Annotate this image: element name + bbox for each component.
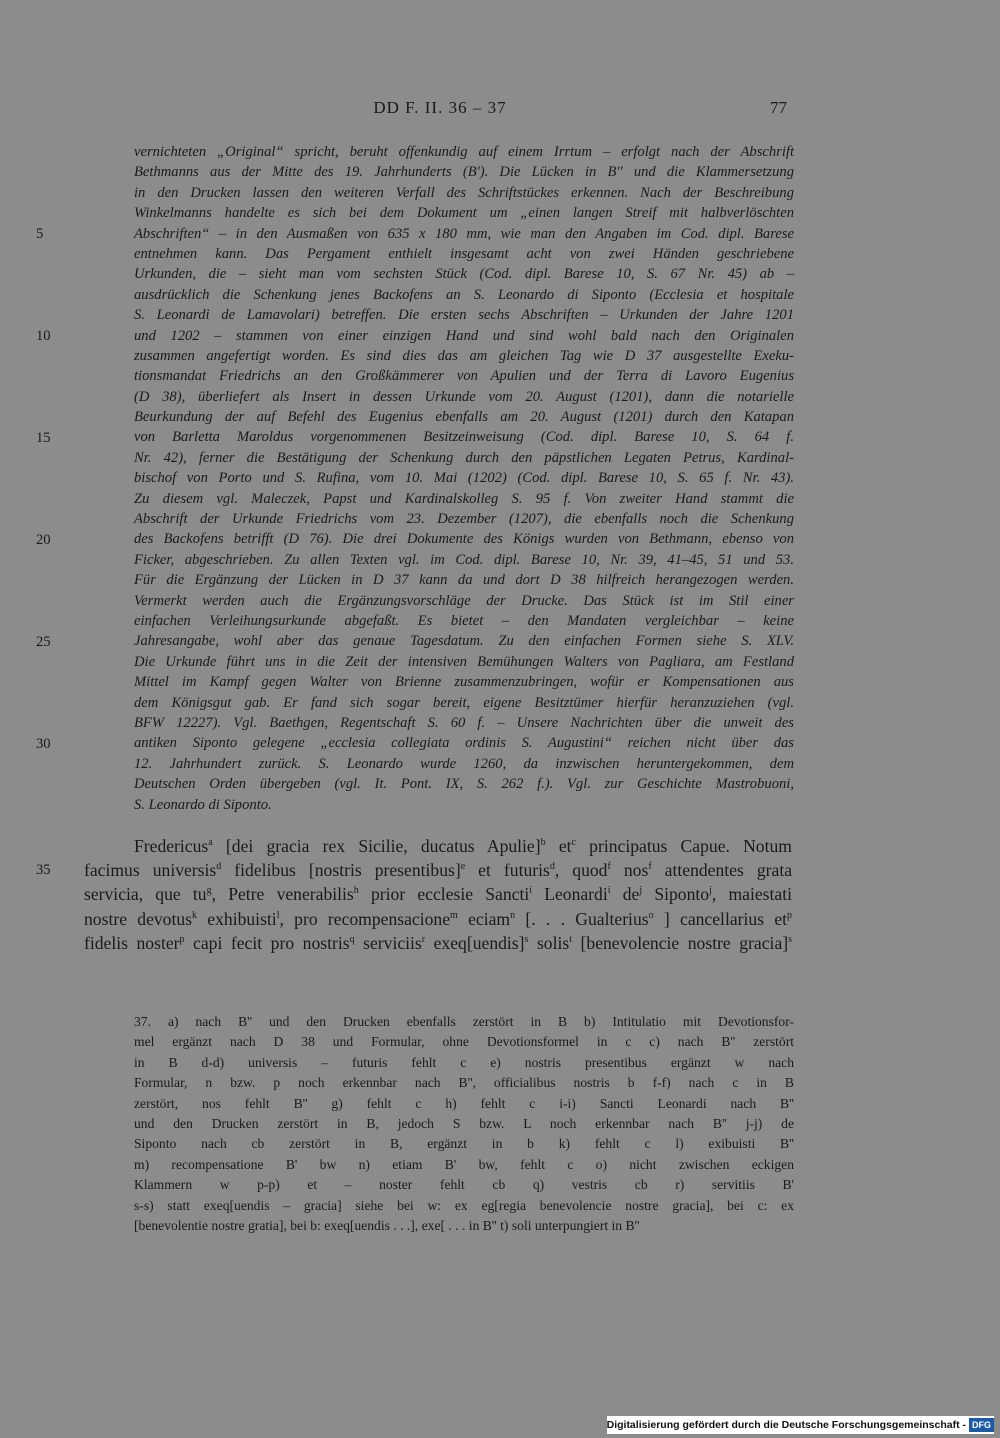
commentary-line: Nr. 42), ferner die Bestätigung der Schenkung durch den päpstlichen Legaten Petrus, Kardinal- [134,449,794,466]
commentary-line: Die Urkunde führt uns in die Zeit der intensiven Bemühungen Walters von Pagliara, am Festland [134,653,794,670]
footnote-marker: f [648,861,652,873]
footnote-marker: i [529,885,533,897]
commentary-line: Winkelmanns handelte es sich bei dem Dokument um „einen langen Streif mit halbverlöschten [134,205,794,222]
footnote-line: m) recompensatione B' bw n) etiam B' bw, fehlt c o) nicht zwischen eckigen [134,1156,794,1172]
footnote-marker: g [206,885,212,897]
commentary-line: BFW 12227). Vgl. Baethgen, Regentschaft S. 60 f. – Unsere Nachrichten über die unweit des [134,714,794,731]
footnote-marker: t [569,933,573,945]
line-number: 15 [36,429,51,446]
charter-line: Fredericus$^a$ [dei gracia rex Sicilie, ducatus Apulie]$^b$ $et^c$ principatus Capue. Notum [134,836,792,856]
footnote-marker: a [208,837,213,848]
commentary-line: Bethmanns aus der Mitte des 19. Jahrhunderts (B'). Die Lücken in B'' und die Klammersetzung [134,164,794,181]
commentary-line: entnehmen kann. Das Pergament enthielt insgesamt acht von zwei Händen geschriebene [134,245,794,262]
commentary-line: von Barletta Maroldus vorgenommenen Besitzeinweisung (Cod. dipl. Barese 10, S. 64 f. [134,429,794,446]
commentary-line: ausdrücklich die Schenkung jenes Backofens an S. Leonardo di Siponto (Ecclesia et hospitale [134,286,794,303]
footnote-line: s-s) statt exeq[uendis – gracia] siehe bei w: ex eg[regia benevolencie nostre gracia], bei c: ex [134,1197,794,1213]
commentary-line: Urkunden, die – sieht man vom sechsten Stück (Cod. dipl. Barese 10, S. 67 Nr. 45) ab – [134,266,794,283]
commentary-line: und 1202 – stammen von einer einzigen Hand und sind wohl bald nach den Originalen [134,327,794,344]
line-number: 5 [36,225,44,242]
footnotes-block [134,1012,794,1236]
footnote-marker: p [179,933,185,945]
commentary-line: Zu diesem vgl. Maleczek, Papst und Kardinalskolleg S. 95 f. Von zweiter Hand stammt die [134,490,794,507]
commentary-line: Jahresangabe, wohl aber das genaue Tagesdatum. Zu den einfachen Formen siehe S. XLV. [134,633,794,650]
line-number: 10 [36,327,51,344]
charter-line: nostre devotus$^k$ exhibuisti$^l$, pro recompensacione$^m$ eciam$^n$ [. . . Gualterius$^o$ ] cancellarius $et^p$ [84,908,793,929]
commentary-line: (D 38), überliefert als Insert in dessen Urkunde vom 20. August (1201), dann die notarielle [134,388,794,405]
footnote-line: Klammern w p-p) et – noster fehlt cb q) vestris cb r) servitiis B' [134,1177,794,1193]
line-number: 20 [36,531,51,548]
commentary-line: vernichteten „Original“ spricht, beruht offenkundig auf einem Irrtum – erfolgt nach der Abschrift [134,144,794,160]
footnote-line: Siponto nach cb zerstört in B, ergänzt in b k) fehlt c l) exibuisti B'' [134,1136,794,1152]
commentary-line: antiken Siponto gelegene „ecclesia collegiata ordinis S. Augustini“ reichen nicht über das [134,735,794,752]
footnote-line: 37. a) nach B'' und den Drucken ebenfalls zerstört in B b) Intitulatio mit Devotionsfor- [134,1014,794,1029]
footnote-marker: c [571,837,576,848]
footnote-marker: h [353,885,359,897]
footnote-marker: r [421,933,426,945]
commentary-line: des Backofens betrifft (D 76). Die drei Dokumente des Königs wurden von Bethmann, ebenso von [134,531,794,548]
footnote-marker: p [787,909,793,921]
commentary-line: Mittel im Kampf gegen Walter von Brienne zusammenzubringen, wofür er Kompensationen aus [134,674,794,691]
dfg-logo: DFG [969,1418,994,1432]
commentary-line: zusammen angefertigt worden. Es sind dies das am gleichen Tag wie D 37 ausgestellte Exeku- [134,347,794,364]
commentary-line: 12. Jahrhundert zurück. S. Leonardo wurde 1260, da inzwischen heruntergekommen, dem [134,755,794,772]
commentary-block [134,142,794,815]
commentary-line: Abschriften“ – in den Ausmaßen von 635 x 180 mm, wie man den Angaben im Cod. dipl. Barese [134,225,794,242]
footnote-marker: q [349,933,355,945]
footnote-marker: d [549,861,555,873]
commentary-line: tionsmandat Friedrichs an den Großkämmerer von Apulien und der Terra di Lavoro Eugenius [134,368,794,385]
footnote-marker: b [540,837,546,848]
commentary-line: Beurkundung der auf Befehl des Eugenius ebenfalls am 20. August (1201) durch den Katapan [134,409,794,426]
footnote-marker: e [460,861,466,873]
funding-text: Digitalisierung gefördert durch die Deutsche Forschungsgemeinschaft - [606,1419,966,1431]
commentary-line: Vermerkt werden auch die Ergänzungsvorschläge der Drucke. Das Stück ist im Stil einer [134,592,794,609]
line-number: 35 [36,862,51,879]
footnote-marker: l [276,909,280,921]
commentary-line: Abschrift der Urkunde Friedrichs vom 23. Dezember (1207), die ebenfalls noch die Schenkung [134,511,794,528]
charter-line: servicia, que $tu^g$, Petre venerabilis$^h$ prior ecclesie Sancti$^i$ Leonardi$^i$ $de^j$ Siponto$^j$, maiestati [84,884,792,905]
footnote-marker: o [648,909,654,921]
footnote-marker: n [510,909,516,921]
footnote-marker: s [524,933,529,945]
commentary-line: einfachen Verleihungsurkunde abgefaßt. Es bietet – den Mandaten vergleichbar – keine [134,612,794,629]
footnote-line: Formular, n bzw. p noch erkennbar nach B'', officialibus nostris b f-f) nach c in B [134,1075,794,1091]
commentary-line: Ficker, abgeschrieben. Zu allen Texten vgl. im Cod. dipl. Barese 10, Nr. 39, 41–45, 51 und 53. [134,551,794,568]
footnote-marker: k [192,909,198,921]
charter-text [84,834,792,955]
footnote-line: [benevolentie nostre gratia], bei b: exeq[uendis . . .], exe[ . . . in B'' t) soli unterpungiert in B'' [134,1217,640,1233]
page-number: 77 [770,98,787,117]
footnote-marker: i [607,885,611,897]
footnote-marker: j [709,885,712,897]
footnote-line: und den Drucken zerstört in B, jedoch S bzw. L noch erkennbar nach B'' j-j) de [134,1115,794,1131]
commentary-line: in den Drucken lassen den weiteren Verfall des Schriftstückes erkennen. Nach der Beschreibung [134,184,794,201]
footnote-marker: j [639,885,643,897]
footnote-line: mel ergänzt nach D 38 und Formular, ohne Devotionsformel in c c) nach B'' zerstört [134,1034,794,1050]
line-number: 30 [36,735,51,752]
footnote-marker: m [450,909,458,921]
line-number: 25 [36,633,51,650]
charter-line: facimus universis$^d$ fidelibus [nostris presentibus]$^e$ et futuris$^d$, quod$^f$ nos$^f$ attendentes grata [84,860,793,881]
footnote-marker: f [607,861,611,873]
funding-footer [607,1416,994,1434]
charter-line: fidelis noster$^p$ capi fecit pro nostris$^q$ serviciis$^r$ exeq[uendis]$^s$ solis$^t$ [benevolencie nostre gracia]$^s$ [84,932,793,953]
commentary-line: S. Leonardi de Lamavolari) betreffen. Die ersten sechs Abschriften – Urkunden der Jahre 1201 [134,307,794,324]
footnote-line: zerstört, nos fehlt B'' g) fehlt c h) fehlt c i-i) Sancti Leonardi nach B'' [134,1095,794,1111]
commentary-line: bischof von Porto und S. Rufina, vom 10. Mai (1202) (Cod. dipl. Barese 10, S. 65 f. Nr. 43). [134,470,794,487]
commentary-line: Deutschen Orden übergeben (vgl. It. Pont. IX, S. 262 f.). Vgl. zur Geschichte Mastrobuoni, [134,776,794,793]
commentary-line: Für die Ergänzung der Lücken in D 37 kann da und dort D 38 hilfreich herangezogen werden. [134,572,794,589]
footnote-marker: s [788,933,793,945]
footnote-marker: d [216,861,222,873]
running-header-title: DD F. II. 36 – 37 [373,98,507,117]
footnote-line: in B d-d) universis – futuris fehlt c e) nostris presentibus ergänzt w nach [134,1054,794,1070]
commentary-line: dem Königsgut gab. Er fand sich sogar bereit, eigene Besitztümer hierfür heranzuziehen (vgl. [134,694,794,711]
commentary-line: S. Leonardo di Siponto. [134,796,272,813]
